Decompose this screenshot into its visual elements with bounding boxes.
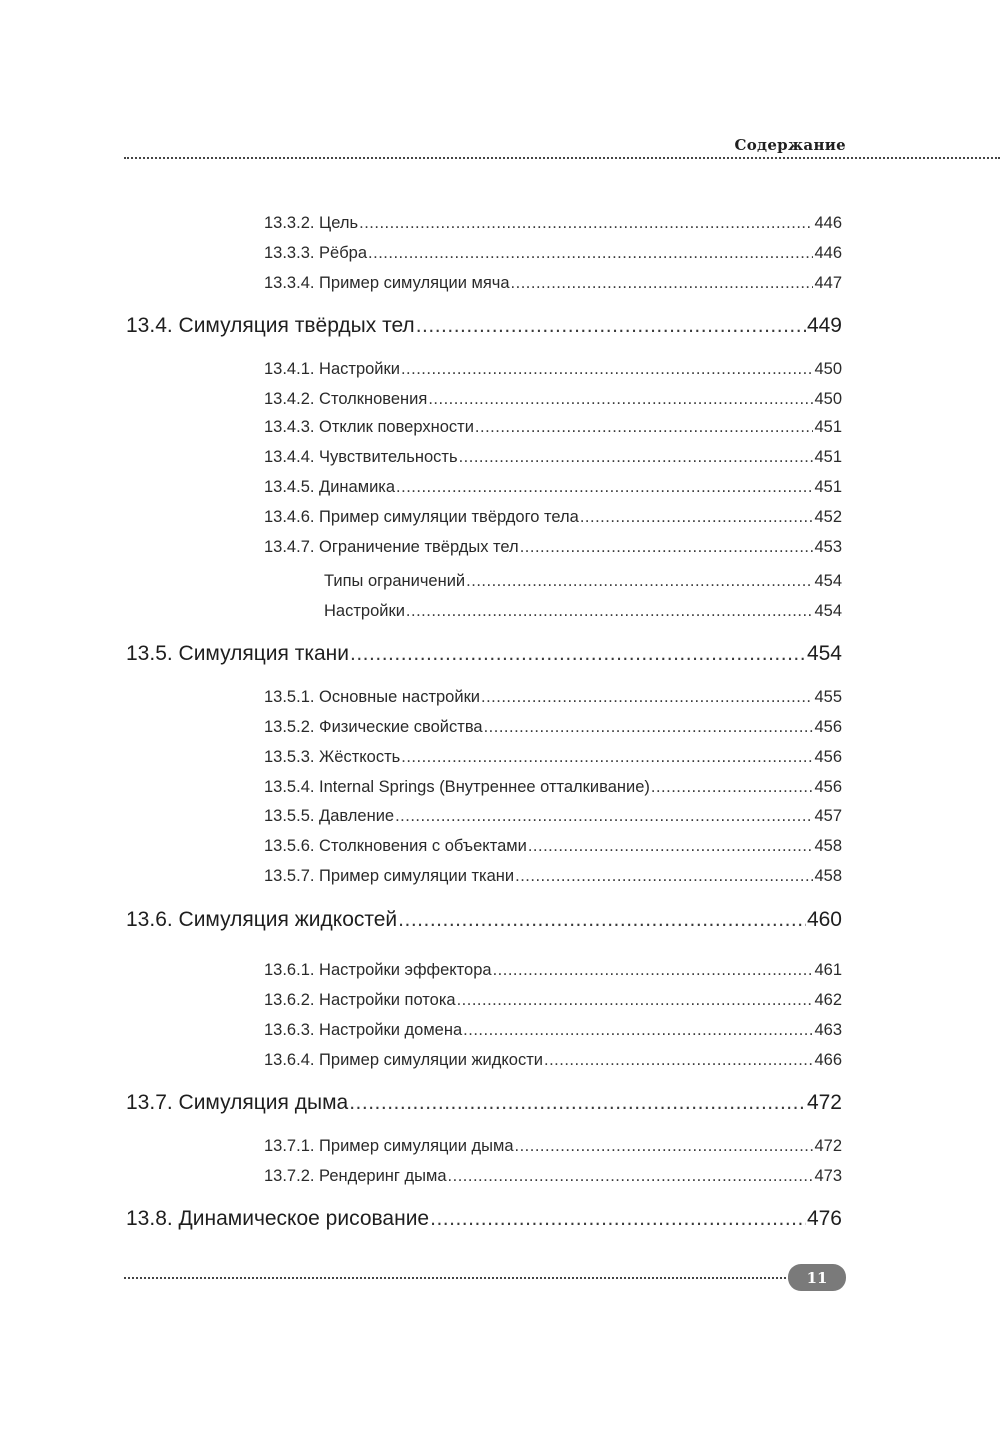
toc-entry-page: 454 [814, 572, 842, 590]
toc-entry-title: 13.6.4. Пример симуляции жидкости [264, 1051, 543, 1069]
dot-leader [398, 908, 806, 932]
toc-entry-title: 13.6.2. Настройки потока [264, 991, 456, 1009]
toc-section-page: 454 [806, 642, 842, 665]
toc-entry [264, 274, 842, 293]
toc-section-page: 460 [806, 908, 842, 931]
toc-entry [264, 778, 842, 797]
dot-leader [428, 390, 813, 409]
toc-entry [264, 478, 842, 497]
dot-leader [430, 1207, 806, 1231]
toc-entry-page: 455 [814, 688, 842, 706]
dot-leader [359, 214, 813, 233]
toc-entry [264, 807, 842, 826]
toc-section-page: 476 [806, 1207, 842, 1230]
toc-subentry [324, 572, 842, 591]
toc-entry [264, 448, 842, 467]
toc-entry-page: 450 [814, 390, 842, 408]
toc-entry [264, 961, 842, 980]
dot-leader [448, 1167, 814, 1186]
toc-section-entry [126, 642, 842, 666]
toc-entry-page: 458 [814, 867, 842, 885]
toc-entry-page: 456 [814, 748, 842, 766]
dot-leader [544, 1051, 813, 1070]
toc-entry-title: 13.4.3. Отклик поверхности [264, 418, 474, 436]
dot-leader [528, 837, 814, 856]
toc-entry-title: 13.4.5. Динамика [264, 478, 396, 496]
toc-section-title: 13.8. Динамическое рисование [126, 1207, 430, 1230]
toc-entry-page: 446 [814, 214, 842, 232]
toc-entry-title: 13.6.1. Настройки эффектора [264, 961, 492, 979]
dot-leader [457, 991, 814, 1010]
toc-entry-title: 13.3.3. Рёбра [264, 244, 368, 262]
toc-entry-page: 446 [814, 244, 842, 262]
toc-section-title: 13.5. Симуляция ткани [126, 642, 350, 665]
toc-entry-title: 13.7.1. Пример симуляции дыма [264, 1137, 514, 1155]
toc-entry [264, 837, 842, 856]
toc-entry [264, 360, 842, 379]
toc-entry-page: 450 [814, 360, 842, 378]
toc-entry-title: 13.4.1. Настройки [264, 360, 400, 378]
toc-entry-title: 13.3.2. Цель [264, 214, 359, 232]
toc-entry-page: 462 [814, 991, 842, 1009]
toc-entry-page: 454 [814, 602, 842, 620]
toc-entry-title: 13.6.3. Настройки домена [264, 1021, 463, 1039]
toc-entry [264, 688, 842, 707]
toc-entry [264, 718, 842, 737]
toc-entry-page: 456 [814, 778, 842, 796]
toc-entry [264, 1167, 842, 1186]
toc-entry-page: 451 [814, 418, 842, 436]
page-number-badge: 11 [788, 1264, 846, 1291]
dot-leader [395, 807, 813, 826]
dot-leader [396, 478, 813, 497]
toc-entry-page: 473 [814, 1167, 842, 1185]
toc-entry-page: 456 [814, 718, 842, 736]
toc-entry [264, 1021, 842, 1040]
dot-leader [406, 602, 814, 621]
toc-entry-title: 13.5.2. Физические свойства [264, 718, 483, 736]
toc-entry-page: 451 [814, 448, 842, 466]
toc-entry-page: 451 [814, 478, 842, 496]
dot-leader [515, 867, 813, 886]
toc-entry-title: 13.4.2. Столкновения [264, 390, 428, 408]
toc-entry-page: 466 [814, 1051, 842, 1069]
toc-entry [264, 748, 842, 767]
toc-entry [264, 1137, 842, 1156]
header-dotted-rule [124, 157, 1000, 159]
toc-entry-title: 13.5.5. Давление [264, 807, 395, 825]
toc-entry-page: 461 [814, 961, 842, 979]
dot-leader [368, 244, 813, 263]
toc-entry-title: 13.4.6. Пример симуляции твёрдого тела [264, 508, 579, 526]
toc-entry [264, 867, 842, 886]
toc-entry [264, 538, 842, 557]
toc-entry [264, 1051, 842, 1070]
toc-section-entry [126, 908, 842, 932]
toc-entry [264, 418, 842, 437]
toc-entry-title: 13.5.7. Пример симуляции ткани [264, 867, 515, 885]
toc-entry-title: Типы ограничений [324, 572, 466, 590]
toc-section-page: 472 [806, 1091, 842, 1114]
toc-entry-page: 447 [814, 274, 842, 292]
toc-entry-title: 13.3.4. Пример симуляции мяча [264, 274, 510, 292]
toc-section-entry [126, 1091, 842, 1115]
toc-entry-title: 13.5.6. Столкновения с объектами [264, 837, 527, 855]
toc-entry-page: 463 [814, 1021, 842, 1039]
running-header: Содержание [734, 136, 846, 154]
dot-leader [651, 778, 814, 797]
toc-entry-title: Настройки [324, 602, 405, 620]
dot-leader [580, 508, 814, 527]
toc-entry [264, 508, 842, 527]
toc-entry [264, 991, 842, 1010]
dot-leader [481, 688, 813, 707]
toc-entry-title: 13.4.4. Чувствительность [264, 448, 458, 466]
toc-entry-title: 13.5.4. Internal Springs (Внутреннее отталкивание) [264, 778, 650, 796]
toc-section-page: 449 [806, 314, 842, 337]
toc-entry-page: 472 [814, 1137, 842, 1155]
dot-leader [484, 718, 814, 737]
toc-section-entry [126, 314, 842, 338]
toc-section-title: 13.6. Симуляция жидкостей [126, 908, 398, 931]
dot-leader [463, 1021, 813, 1040]
dot-leader [511, 274, 814, 293]
toc-section-title: 13.4. Симуляция твёрдых тел [126, 314, 415, 337]
toc-entry-page: 453 [814, 538, 842, 556]
dot-leader [515, 1137, 814, 1156]
footer-dotted-rule [124, 1277, 790, 1279]
dot-leader [475, 418, 814, 437]
dot-leader [416, 314, 806, 338]
toc-entry-page: 457 [814, 807, 842, 825]
dot-leader [401, 748, 813, 767]
toc-entry-page: 452 [814, 508, 842, 526]
toc-entry [264, 390, 842, 409]
toc-entry-title: 13.5.3. Жёсткость [264, 748, 401, 766]
toc-entry-title: 13.5.1. Основные настройки [264, 688, 481, 706]
toc-subentry [324, 602, 842, 621]
toc-entry-title: 13.4.7. Ограничение твёрдых тел [264, 538, 519, 556]
dot-leader [466, 572, 813, 591]
dot-leader [350, 642, 806, 666]
dot-leader [349, 1091, 806, 1115]
dot-leader [520, 538, 814, 557]
dot-leader [401, 360, 814, 379]
toc-entry [264, 214, 842, 233]
toc-entry-page: 458 [814, 837, 842, 855]
toc-entry-title: 13.7.2. Рендеринг дыма [264, 1167, 447, 1185]
toc-entry [264, 244, 842, 263]
dot-leader [493, 961, 814, 980]
toc-section-title: 13.7. Симуляция дыма [126, 1091, 349, 1114]
dot-leader [459, 448, 814, 467]
toc-section-entry [126, 1207, 842, 1231]
